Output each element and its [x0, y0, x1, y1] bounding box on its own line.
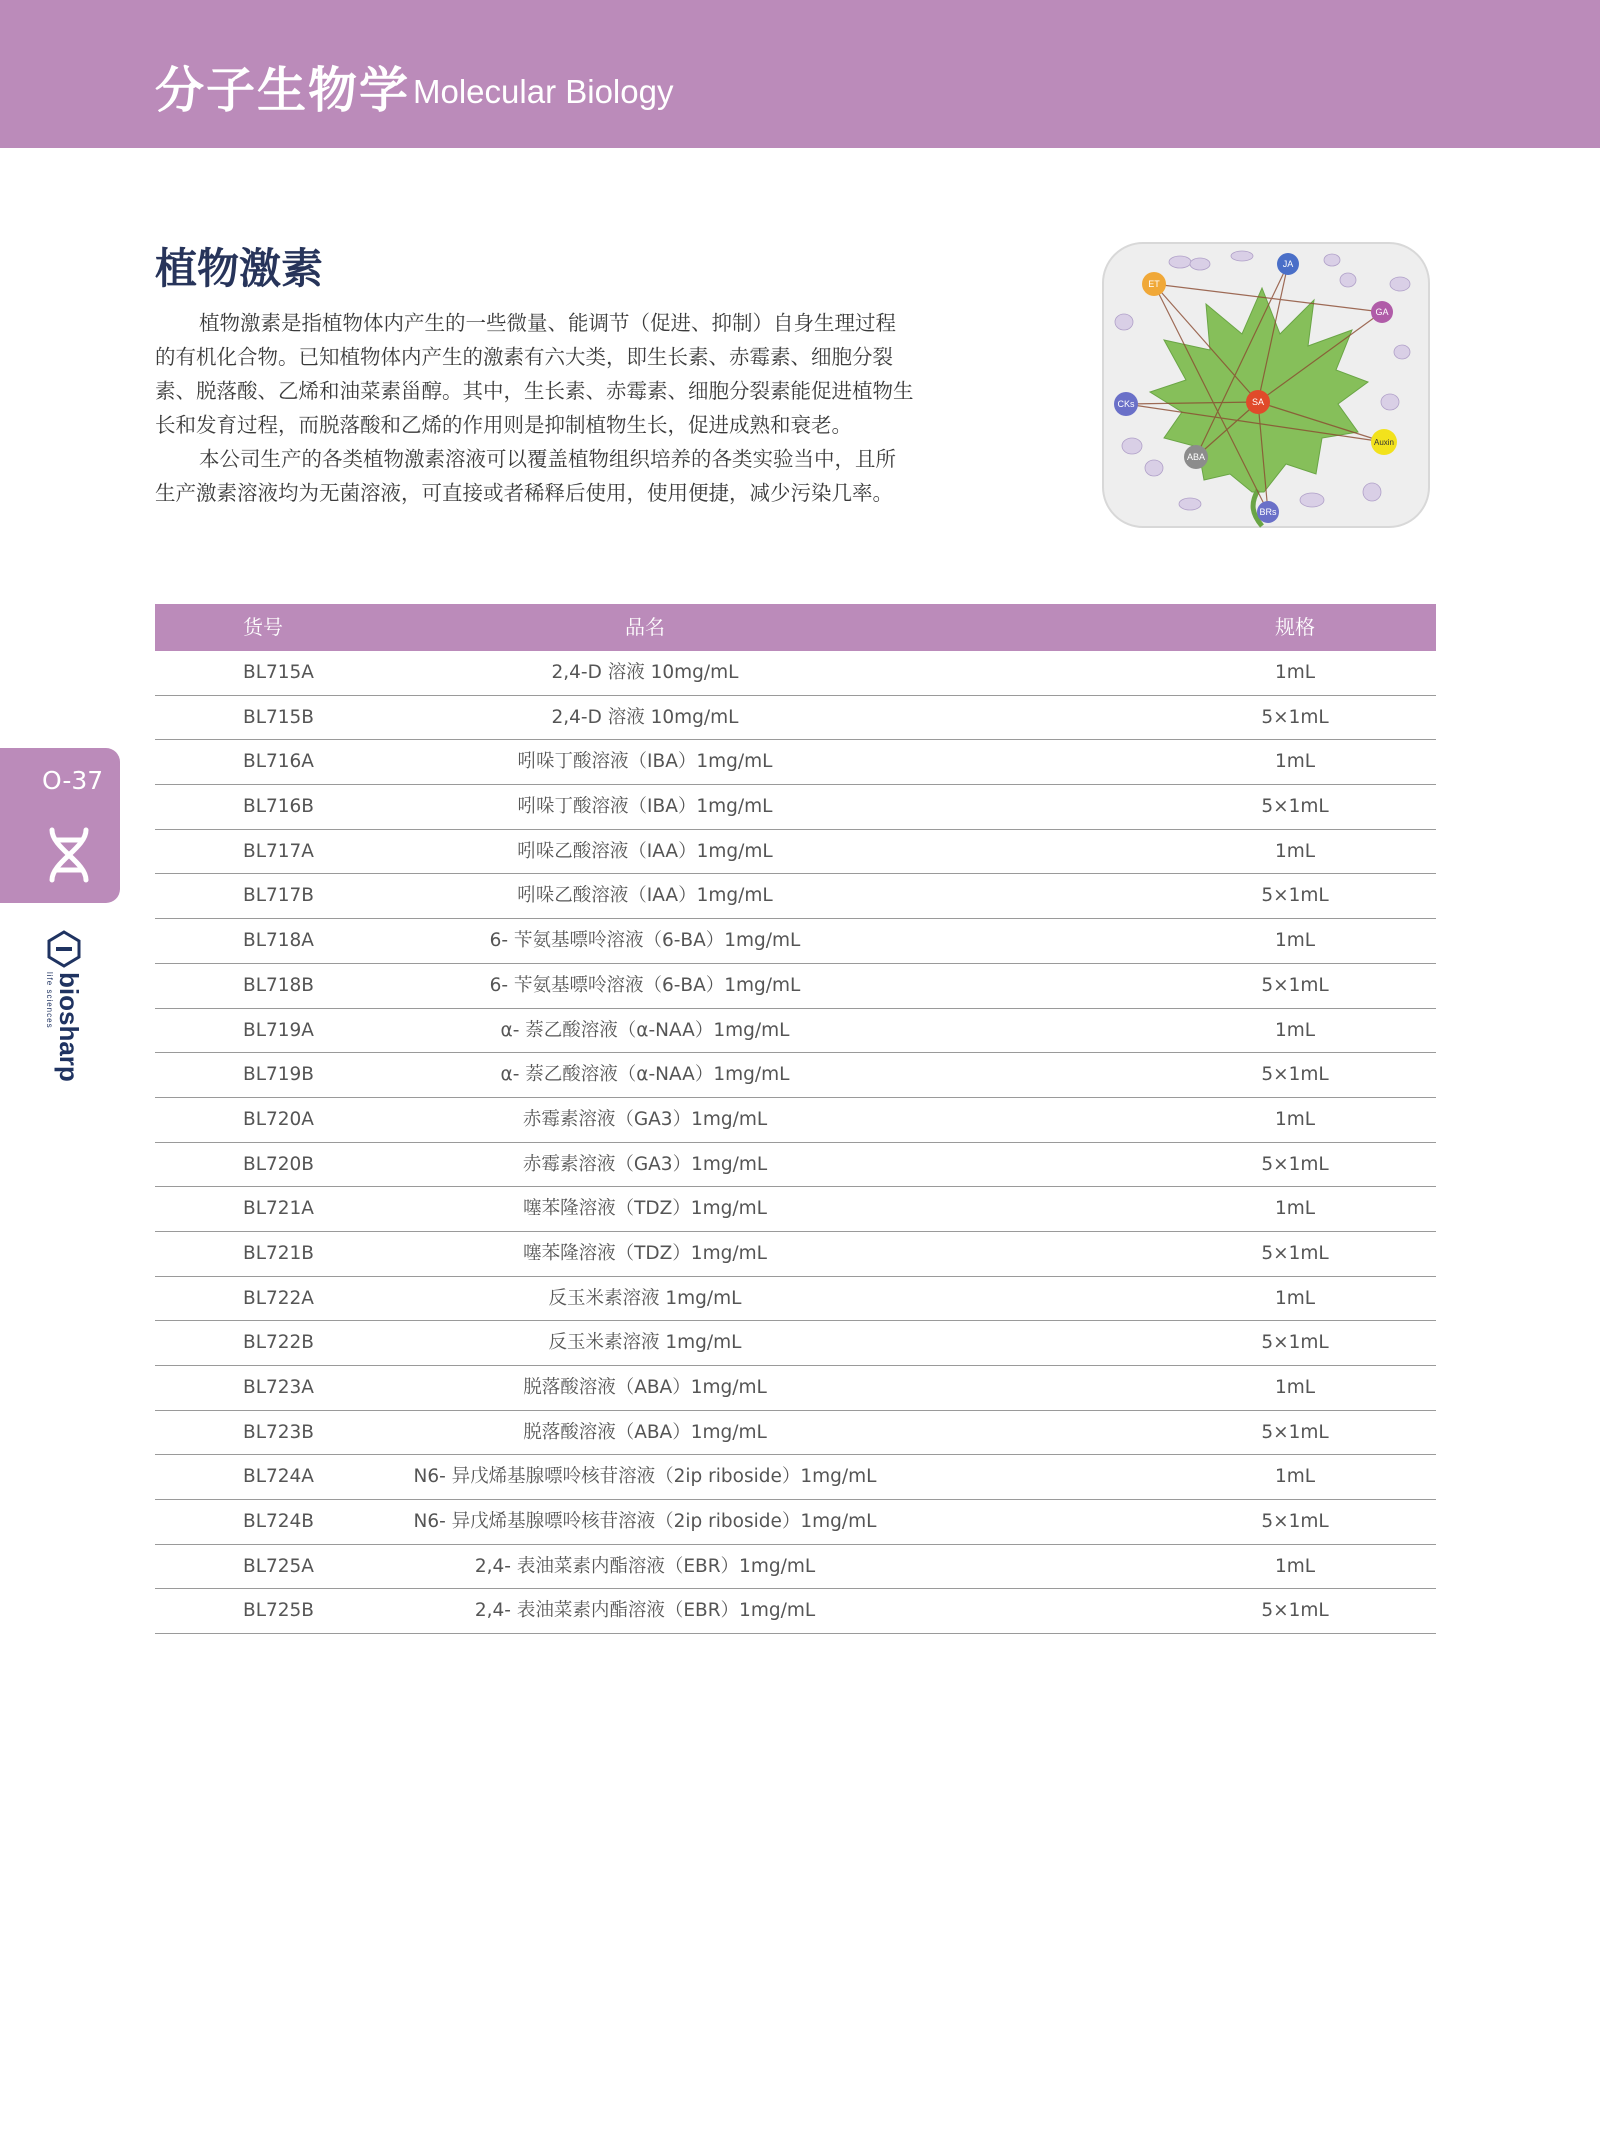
cell-catalog-no: BL722B	[243, 1332, 315, 1354]
cell-catalog-no: BL719A	[243, 1019, 314, 1041]
cell-product-name: 反玉米素溶液 1mg/mL	[548, 1287, 742, 1309]
cell-product-name: 吲哚乙酸溶液（IAA）1mg/mL	[517, 885, 773, 907]
table-row	[155, 1500, 1436, 1545]
table-row	[155, 1455, 1436, 1500]
cell-product-name: 2,4-D 溶液 10mg/mL	[551, 662, 739, 683]
header-catalog-no: 货号	[243, 615, 283, 639]
cell-spec: 5×1mL	[1261, 885, 1329, 907]
cell-catalog-no: BL717A	[243, 840, 314, 862]
table-row	[155, 1053, 1436, 1098]
cell-product-name: 赤霉素溶液（GA3）1mg/mL	[522, 1108, 768, 1130]
cell-product-name: 赤霉素溶液（GA3）1mg/mL	[522, 1153, 768, 1175]
cell-catalog-no: BL719B	[243, 1064, 315, 1086]
cell-catalog-no: BL720A	[243, 1108, 314, 1130]
table-row	[155, 1232, 1436, 1277]
table-row	[155, 964, 1436, 1009]
cell-spec: 5×1mL	[1261, 1153, 1329, 1175]
node-auxin-label: Auxin	[1373, 438, 1395, 447]
node-brs-label: BRs	[1259, 507, 1277, 517]
cell-spec: 1mL	[1274, 1019, 1316, 1041]
product-table	[155, 604, 1436, 1634]
table-row	[155, 830, 1436, 875]
table-row	[155, 651, 1436, 696]
node-aba-label: ABA	[1186, 452, 1206, 462]
table-row	[155, 1143, 1436, 1188]
cell-catalog-no: BL723A	[243, 1377, 314, 1398]
node-cks-label: CKs	[1117, 399, 1135, 409]
plant-hormone-network-diagram	[1102, 242, 1430, 528]
cell-catalog-no: BL718B	[243, 974, 315, 996]
cell-product-name: 噻苯隆溶液（TDZ）1mg/mL	[523, 1198, 767, 1220]
cell-spec: 5×1mL	[1261, 706, 1329, 728]
cell-catalog-no: BL716A	[243, 751, 314, 773]
table-body	[155, 651, 1436, 1634]
cell-spec: 1mL	[1274, 662, 1316, 683]
cell-product-name: 吲哚丁酸溶液（IBA）1mg/mL	[517, 751, 773, 773]
cell-product-name: 脱落酸溶液（ABA）1mg/mL	[523, 1377, 767, 1398]
cell-spec: 1mL	[1274, 1377, 1316, 1398]
cell-product-name: 2,4-D 溶液 10mg/mL	[551, 706, 739, 728]
cell-catalog-no: BL718A	[243, 930, 314, 952]
cell-product-name: 6- 苄氨基嘌呤溶液（6-BA）1mg/mL	[489, 930, 801, 952]
cell-product-name: 吲哚乙酸溶液（IAA）1mg/mL	[517, 840, 773, 862]
header-band	[0, 0, 1600, 148]
cell-catalog-no: BL717B	[243, 885, 315, 907]
cell-catalog-no: BL722A	[243, 1287, 314, 1309]
cell-spec: 5×1mL	[1261, 1511, 1329, 1533]
header-product-name: 品名	[625, 615, 665, 639]
header-title-cn: 分子生物学	[155, 62, 411, 119]
table-row	[155, 874, 1436, 919]
cell-product-name: α- 萘乙酸溶液（α-NAA）1mg/mL	[500, 1019, 790, 1041]
table-row	[155, 1009, 1436, 1054]
cell-catalog-no: BL725B	[243, 1600, 315, 1622]
cell-spec: 1mL	[1274, 1555, 1316, 1577]
cell-spec: 5×1mL	[1261, 1421, 1329, 1443]
cell-spec: 1mL	[1274, 751, 1316, 773]
table-row	[155, 696, 1436, 741]
cell-catalog-no: BL725A	[243, 1555, 314, 1577]
cell-product-name: 噻苯隆溶液（TDZ）1mg/mL	[523, 1242, 767, 1264]
cell-catalog-no: BL721B	[243, 1242, 315, 1264]
cell-product-name: 吲哚丁酸溶液（IBA）1mg/mL	[517, 796, 773, 818]
cell-catalog-no: BL715B	[243, 706, 315, 728]
node-sa-label: SA	[1251, 397, 1265, 407]
cell-product-name: α- 萘乙酸溶液（α-NAA）1mg/mL	[500, 1064, 790, 1086]
cell-product-name: 脱落酸溶液（ABA）1mg/mL	[523, 1421, 767, 1443]
intro-paragraph-1: 植物激素是指植物体内产生的一些微量、能调节（促进、抑制）自身生理过程的有机化合物。已知植物体内产生的激素有六大类，即生长素、赤霉素、细胞分裂素、脱落酸、乙烯和油菜素甾醇。其中，生长素、赤霉素、细胞分裂素能促进植物生长和发育过程，而脱落酸和乙烯的作用则是抑制植物生长，促进成熟和衰老。	[155, 311, 914, 437]
cell-product-name: 2,4- 表油菜素内酯溶液（EBR）1mg/mL	[474, 1600, 816, 1622]
logo-sub-text: life sciences	[45, 972, 54, 1029]
table-row	[155, 785, 1436, 830]
header-spec: 规格	[1275, 615, 1315, 639]
table-row	[155, 1321, 1436, 1366]
intro-paragraph-2: 本公司生产的各类植物激素溶液可以覆盖植物组织培养的各类实验当中，且所生产激素溶液均为无菌溶液，可直接或者稀释后使用，使用便捷，减少污染几率。	[155, 447, 896, 505]
cell-catalog-no: BL724A	[243, 1466, 314, 1488]
node-ga-label: GA	[1375, 307, 1389, 317]
intro-text	[155, 306, 915, 510]
cell-spec: 5×1mL	[1261, 1332, 1329, 1354]
cell-catalog-no: BL723B	[243, 1421, 315, 1443]
table-header	[155, 604, 1436, 651]
cell-spec: 5×1mL	[1261, 1064, 1329, 1086]
cell-product-name: N6- 异戊烯基腺嘌呤核苷溶液（2ip riboside）1mg/mL	[413, 1466, 877, 1488]
cell-spec: 1mL	[1274, 1198, 1316, 1220]
table-row	[155, 1589, 1436, 1634]
node-ja-label: JA	[1282, 259, 1294, 269]
biosharp-logo	[44, 930, 84, 1105]
node-et-label: ET	[1148, 279, 1160, 289]
cell-spec: 1mL	[1274, 840, 1316, 862]
cell-product-name: 2,4- 表油菜素内酯溶液（EBR）1mg/mL	[474, 1555, 816, 1577]
cell-spec: 1mL	[1274, 1108, 1316, 1130]
cell-product-name: 反玉米素溶液 1mg/mL	[548, 1332, 742, 1354]
cell-catalog-no: BL721A	[243, 1198, 314, 1220]
table-row	[155, 1098, 1436, 1143]
cell-catalog-no: BL724B	[243, 1511, 315, 1533]
table-row	[155, 1545, 1436, 1590]
cell-spec: 5×1mL	[1261, 1600, 1329, 1622]
cell-catalog-no: BL716B	[243, 796, 315, 818]
table-row	[155, 1411, 1436, 1456]
table-row	[155, 1277, 1436, 1322]
table-row	[155, 740, 1436, 785]
cell-product-name: 6- 苄氨基嘌呤溶液（6-BA）1mg/mL	[489, 974, 801, 996]
cell-spec: 5×1mL	[1261, 974, 1329, 996]
cell-spec: 1mL	[1274, 1466, 1316, 1488]
table-row	[155, 1187, 1436, 1232]
table-row	[155, 919, 1436, 964]
header-title-en: Molecular Biology	[413, 73, 674, 110]
logo-brand-text: biosharp	[54, 972, 84, 1082]
page-number: O-37	[42, 766, 104, 795]
cell-catalog-no: BL715A	[243, 662, 314, 683]
cell-spec: 5×1mL	[1261, 796, 1329, 818]
cell-spec: 1mL	[1274, 930, 1316, 952]
dna-icon	[44, 826, 94, 884]
cell-spec: 5×1mL	[1261, 1242, 1329, 1264]
cell-spec: 1mL	[1274, 1287, 1316, 1309]
cell-product-name: N6- 异戊烯基腺嘌呤核苷溶液（2ip riboside）1mg/mL	[413, 1511, 877, 1533]
cell-catalog-no: BL720B	[243, 1153, 315, 1175]
section-title: 植物激素	[155, 244, 324, 293]
table-row	[155, 1366, 1436, 1411]
